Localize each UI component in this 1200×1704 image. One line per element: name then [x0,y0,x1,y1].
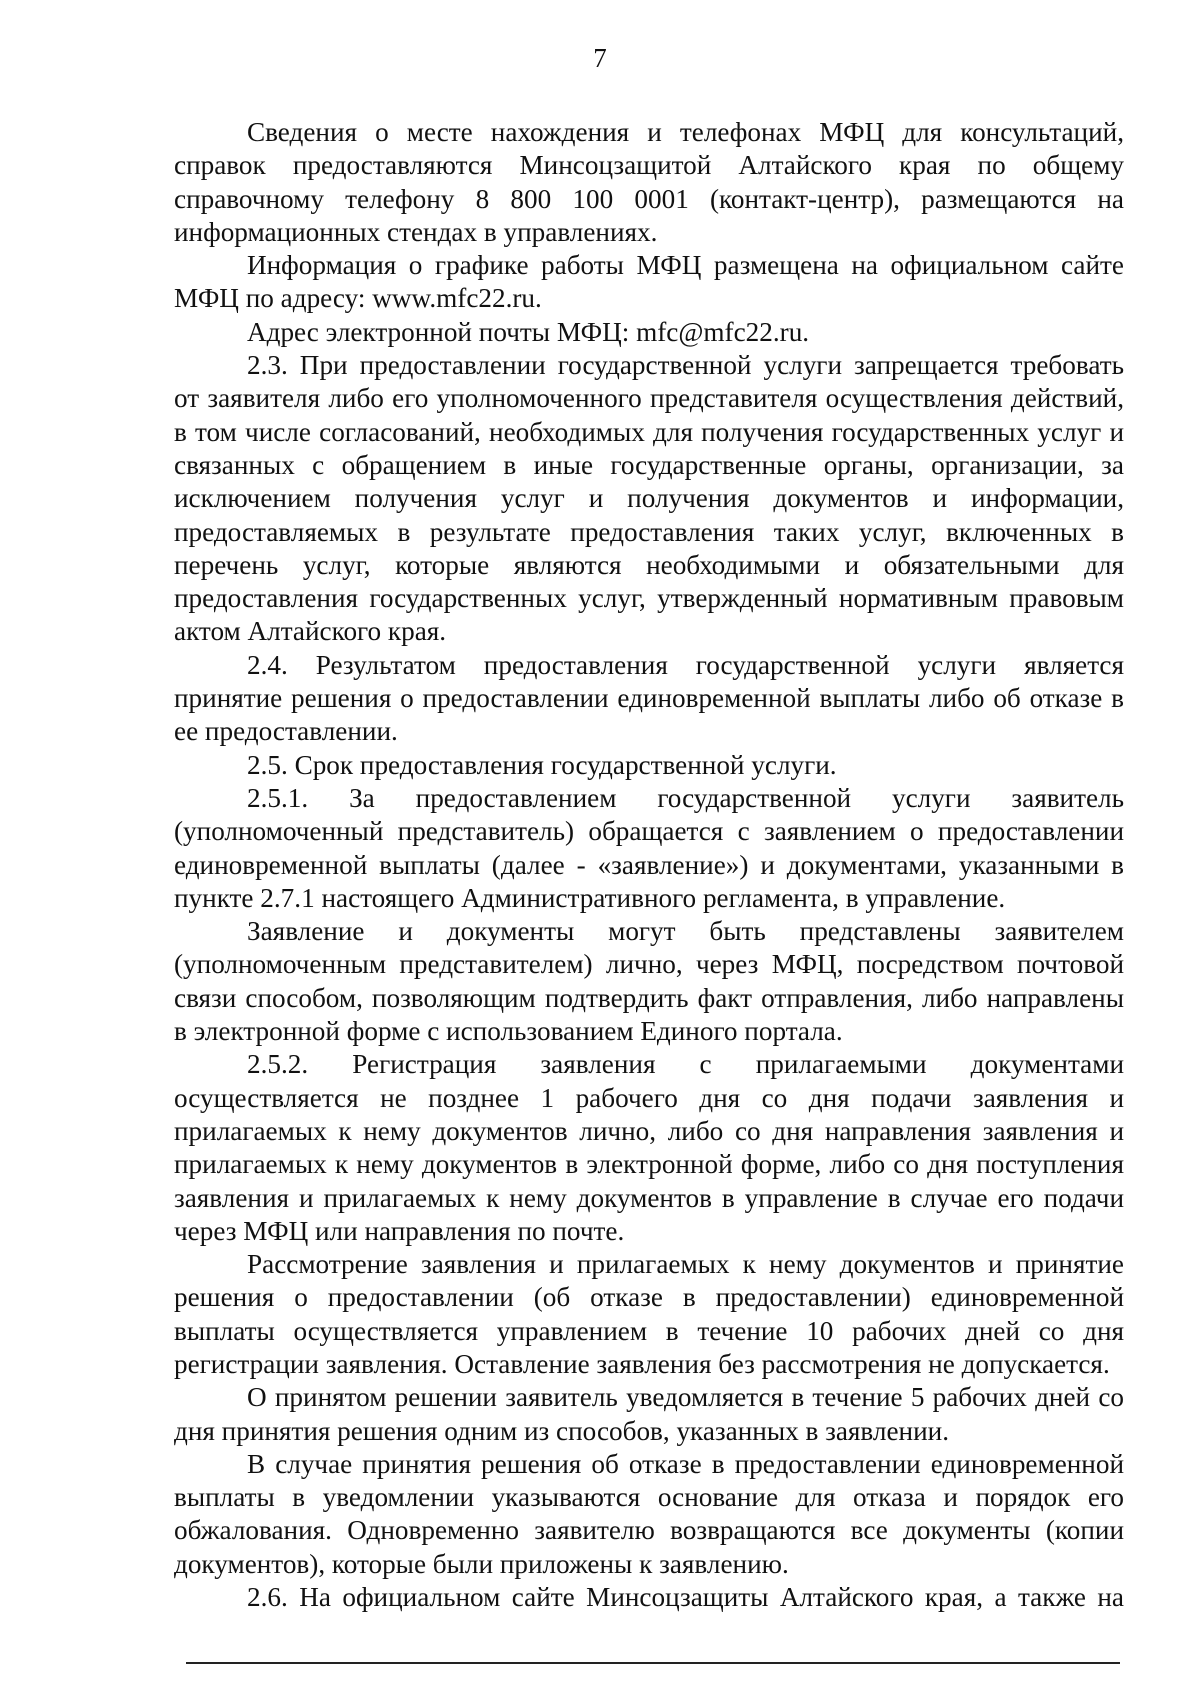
paragraph-mfc-schedule: Информация о графике работы МФЦ размещена на официальном сайте МФЦ по адресу: www.mfc22.ru. [174,250,1124,314]
paragraph-2-4: 2.4. Результатом предоставления государственной услуги является принятие решения о предоставлении единовременной выплаты либо об отказе в ее предоставлении. [174,649,1124,747]
paragraph-2-6: 2.6. На официальном сайте Минсоцзащиты Алтайского края, а также на [247,1582,1124,1613]
paragraph-refusal: В случае принятия решения об отказе в предоставлении единовременной выплаты в уведомлении указываются основание для отказа и порядок его обжалования. Одновременно заявителю возвращаются все документы (копии документов), которые были приложены к заявлению. [174,1448,1124,1579]
page-number: 7 [593,43,607,73]
bottom-rule [186,1662,1120,1664]
paragraph-review-term: Рассмотрение заявления и прилагаемых к нему документов и принятие решения о предоставлении (об отказе в предоставлении) единовременной выплаты осуществляется управлением в течение 10 рабочих дней со дня регистрации заявления. Оставление заявления без рассмотрения не допускается. [174,1249,1124,1379]
paragraph-mfc-email: Адрес электронной почты МФЦ: mfc@mfc22.ru. [247,316,810,347]
document-body [174,116,1124,1614]
paragraph-submission-methods: Заявление и документы могут быть представлены заявителем (уполномоченным представителем) лично, через МФЦ, посредством почтовой связи способом, позволяющим подтвердить факт отправления, либо направлены в электронной форме с использованием Единого портала. [174,916,1124,1047]
paragraph-mfc-contacts: Сведения о месте нахождения и телефонах МФЦ для консультаций, справок предоставляются Минсоцзащитой Алтайского края по общему справочному телефону 8 800 100 0001 (контакт-центр), размещаются на информационных стендах в управлениях. [174,117,1124,247]
paragraph-2-5-2: 2.5.2. Регистрация заявления с прилагаемыми документами осуществляется не позднее 1 рабочего дня со дня подачи заявления и прилагаемых к нему документов лично, либо со дня направления заявления и прилагаемых к нему документов в электронной форме, либо со дня поступления заявления и прилагаемых к нему документов в управление в случае его подачи через МФЦ или направления по почте. [174,1049,1124,1246]
paragraph-2-5-1: 2.5.1. За предоставлением государственной услуги заявитель (уполномоченный представитель) обращается с заявлением о предоставлении единовременной выплаты (далее - «заявление») и документами, указанными в пункте 2.7.1 настоящего Административного регламента, в управление. [174,782,1124,913]
paragraph-notification: О принятом решении заявитель уведомляется в течение 5 рабочих дней со дня принятия решения одним из способов, указанных в заявлении. [174,1382,1124,1446]
paragraph-2-3: 2.3. При предоставлении государственной услуги запрещается требовать от заявителя либо его уполномоченного представителя осуществления действий, в том числе согласований, необходимых для получения государственных услуг и связанных с обращением в иные государственные органы, организации, за исключением получения услуг и получения документов и информации, предоставляемых в результате предоставления таких услуг, включенных в перечень услуг, которые являются необходимыми и обязательными для предоставления государственных услуг, утвержденный нормативным правовым актом Алтайского края. [174,350,1124,647]
paragraph-2-5: 2.5. Срок предоставления государственной услуги. [247,749,837,780]
